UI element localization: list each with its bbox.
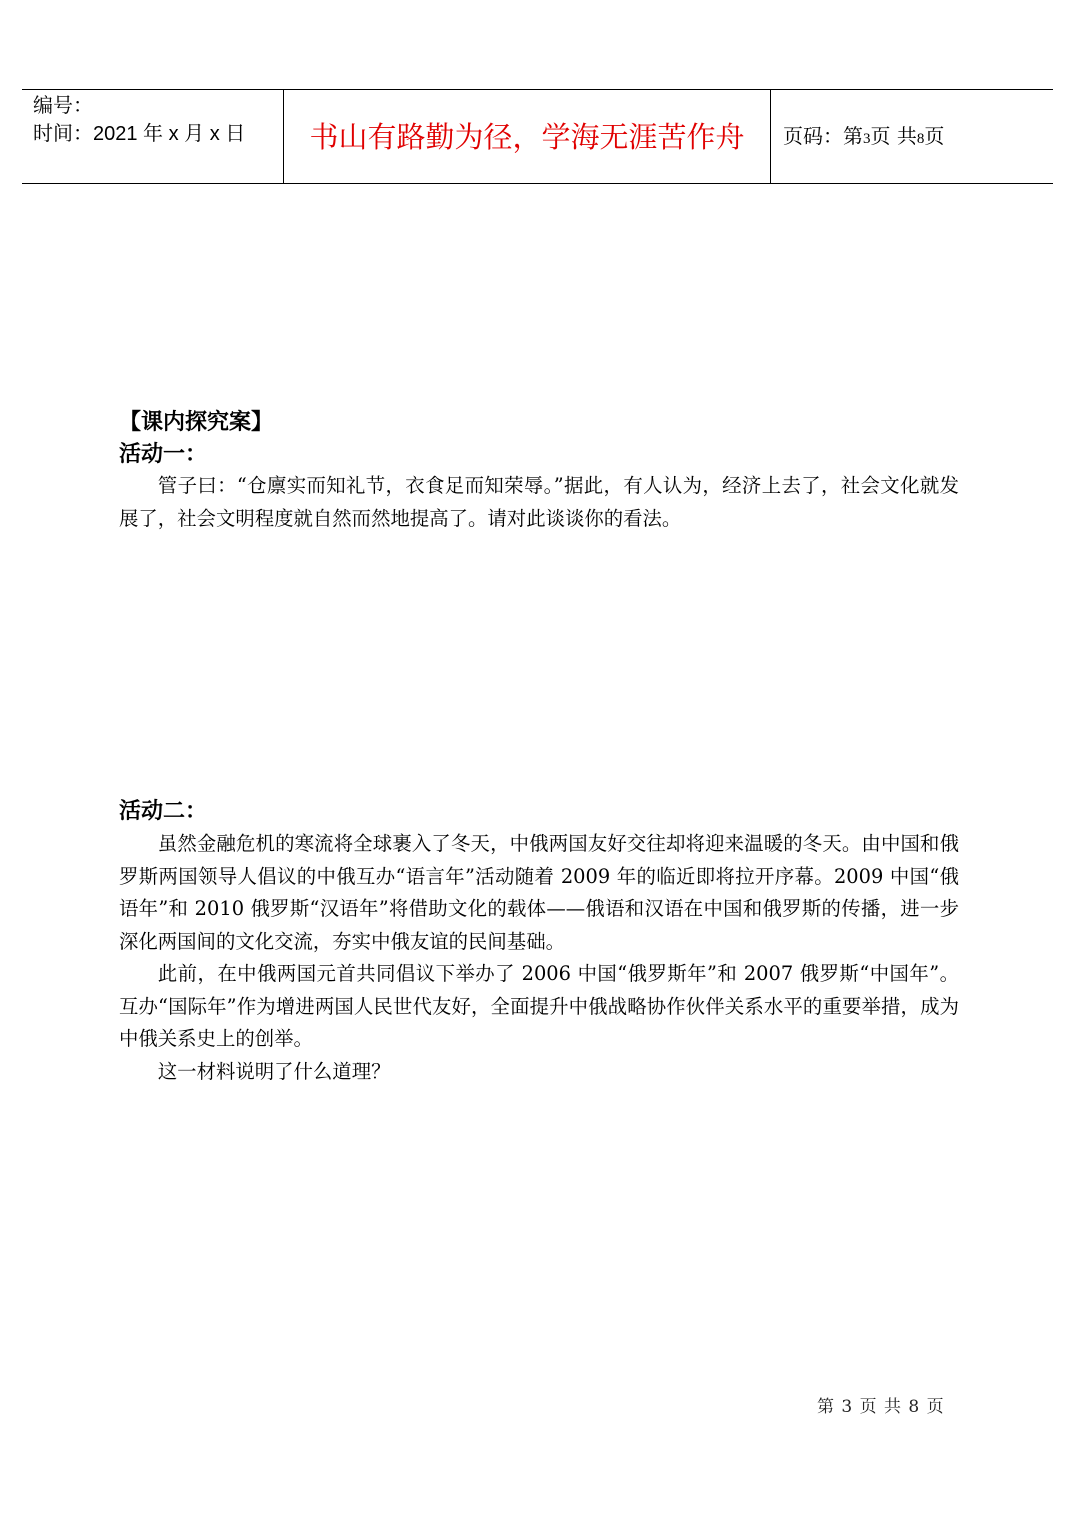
activity1-body <box>119 470 959 535</box>
page-current-number: 3 <box>863 131 871 147</box>
header-motto: 书山有路勤为径，学海无涯苦作舟 <box>309 120 745 154</box>
header-motto-cell <box>284 90 771 183</box>
page-prefix: 页码：第 <box>783 124 863 148</box>
page-suffix: 页 <box>924 124 945 148</box>
activity1-paragraph: 管子曰：“仓廪实而知礼节，衣食足而知荣辱。”据此，有人认为，经济上去了，社会文化就发展了，社会文明程度就自然而然地提高了。请对此谈谈你的看法。 <box>119 474 959 530</box>
page-total-number: 8 <box>916 131 925 147</box>
document-number-label: 编号： <box>33 95 93 117</box>
activity1-title: 活动一： <box>119 442 208 467</box>
activity2-title: 活动二： <box>119 799 208 824</box>
activity2-paragraph: 此前，在中俄两国元首共同倡议下举办了 2006 中国“俄罗斯年”和 2007 俄罗斯“中国年”。 互办“国际年”作为增进两国人民世代友好，全面提升中俄战略协作伙伴关系水平的重要举措，成为中俄关系史上的创举。 <box>119 962 959 1050</box>
section-title: 【课内探究案】 <box>119 410 274 435</box>
activity2-paragraph: 虽然金融危机的寒流将全球裹入了冬天，中俄两国友好交往却将迎来温暖的冬天。由中国和俄罗斯两国领导人倡议的中俄互办“语言年”活动随着 2009 年的临近即将拉开序幕。2009 中国“俄语年”和 2010 俄罗斯“汉语年”将借助文化的载体——俄语和汉语在中国和俄罗斯的传播，进一步深化两国间的文化交流，夯实中俄友谊的民间基础。 <box>119 832 959 953</box>
header-page-indicator <box>783 122 944 153</box>
document-date-label: 时间：2021 年 x 月 x 日 <box>33 123 246 145</box>
page-footer: 第 3 页 共 8 页 <box>817 1397 945 1417</box>
page-header <box>22 89 1053 184</box>
activity2-question: 这一材料说明了什么道理？ <box>157 1059 391 1083</box>
page-mid: 页 共 <box>870 124 917 148</box>
header-info-cell <box>22 90 284 183</box>
activity2-body <box>119 828 959 1088</box>
header-page-cell <box>771 90 1053 183</box>
